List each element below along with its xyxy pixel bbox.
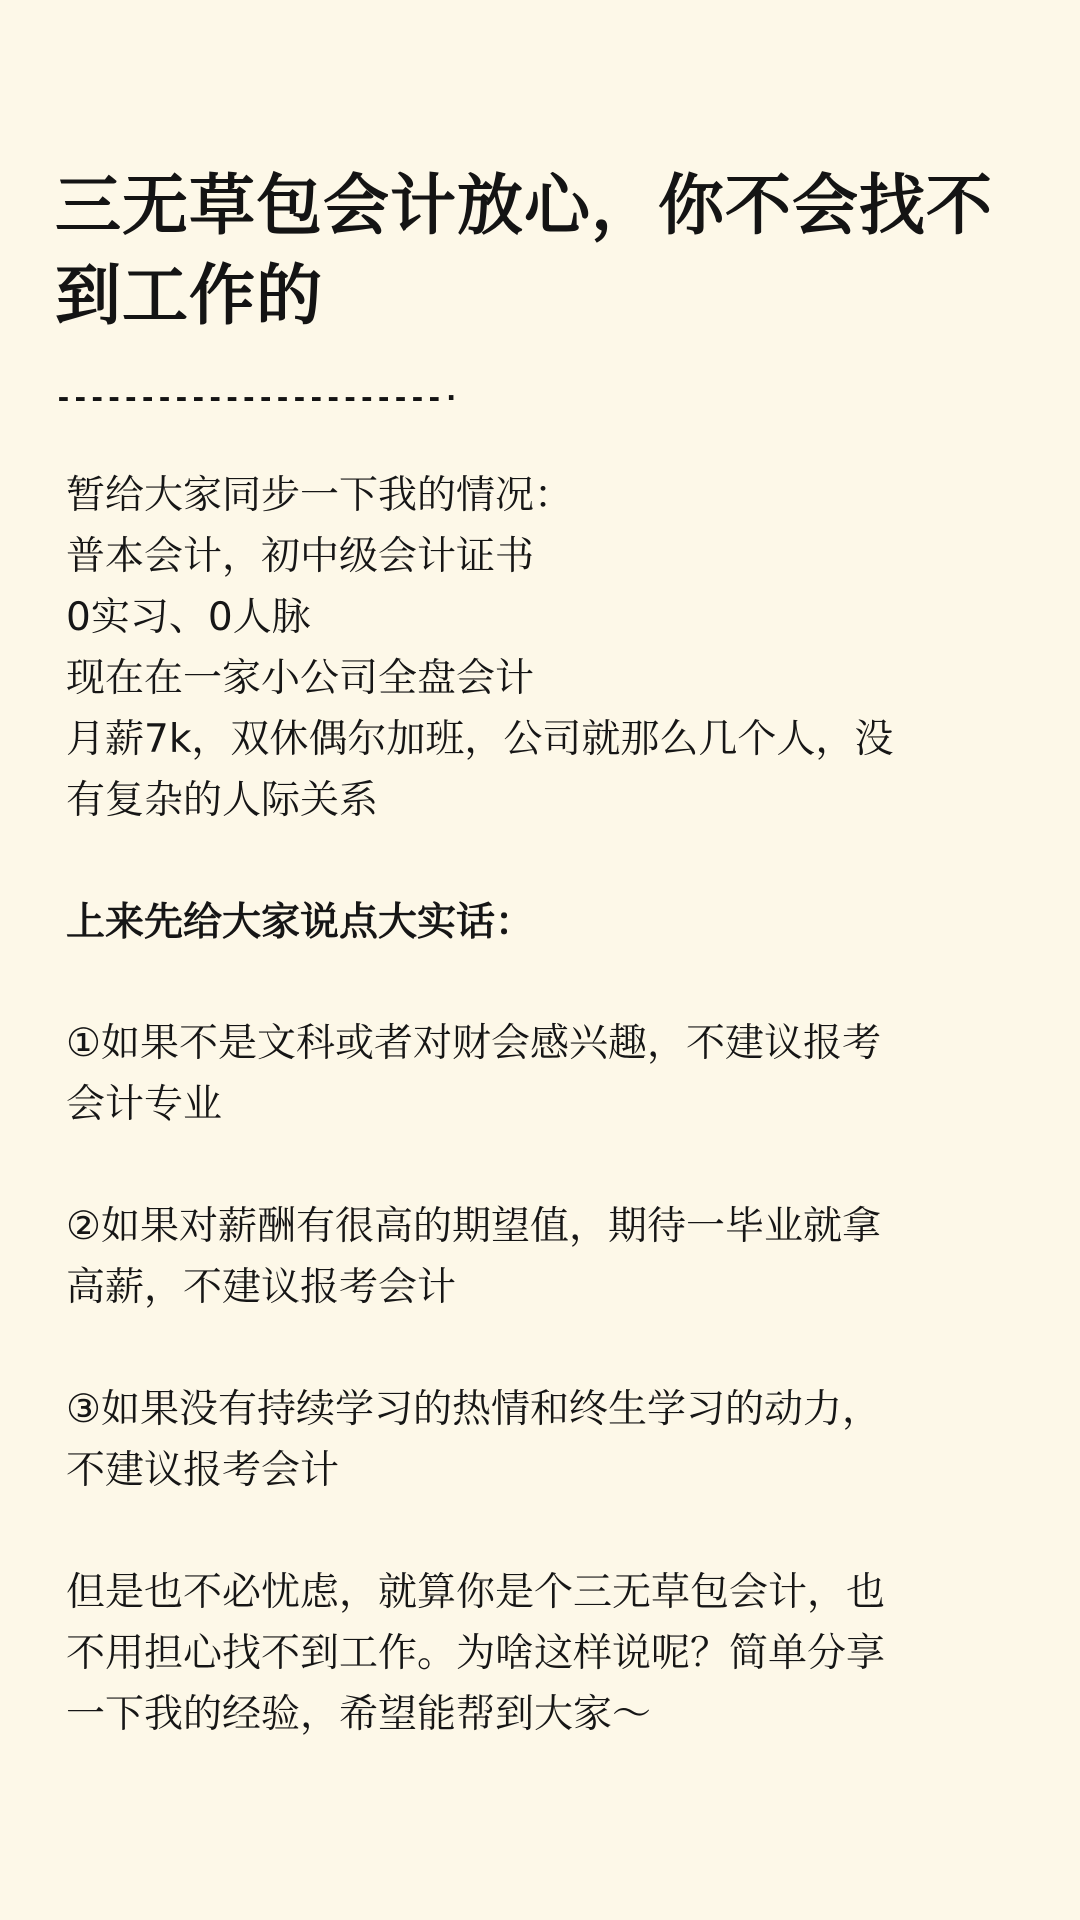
text-line: ①如果不是文科或者对财会感兴趣，不建议报考 — [66, 1021, 881, 1066]
text-line: 不建议报考会计 — [66, 1448, 340, 1493]
title-line: 三无草包会计放心，你不会找不 — [55, 166, 993, 244]
text-line: 现在在一家小公司全盘会计 — [66, 656, 535, 701]
text-line: 会计专业 — [66, 1082, 223, 1127]
text-line: 普本会计，初中级会计证书 — [66, 534, 535, 579]
article-title — [55, 160, 1015, 340]
point-one — [66, 1013, 1026, 1135]
point-two — [66, 1196, 1026, 1318]
title-line: 到工作的 — [55, 256, 323, 334]
point-three — [66, 1379, 1026, 1501]
text-line: 一下我的经验，希望能帮到大家～ — [66, 1692, 652, 1737]
text-line: 不用担心找不到工作。为啥这样说呢？简单分享 — [66, 1631, 886, 1676]
section-heading — [66, 892, 1026, 953]
text-line: ③如果没有持续学习的热情和终生学习的动力， — [66, 1387, 881, 1432]
text-line: 0实习、0人脉 — [66, 595, 311, 640]
text-line: 但是也不必忧虑，就算你是个三无草包会计，也 — [66, 1570, 886, 1615]
text-line: 月薪7k，双休偶尔加班，公司就那么几个人，没 — [66, 717, 894, 762]
intro-paragraph — [66, 465, 1026, 831]
dashed-divider: -----------------------· — [55, 381, 460, 414]
closing-paragraph — [66, 1562, 1026, 1745]
text-line: 有复杂的人际关系 — [66, 778, 379, 823]
text-line: 暂给大家同步一下我的情况： — [66, 473, 574, 518]
text-line: 高薪，不建议报考会计 — [66, 1265, 457, 1310]
text-line: 上来先给大家说点大实话： — [66, 900, 535, 945]
text-line: ②如果对薪酬有很高的期望值，期待一毕业就拿 — [66, 1204, 881, 1249]
